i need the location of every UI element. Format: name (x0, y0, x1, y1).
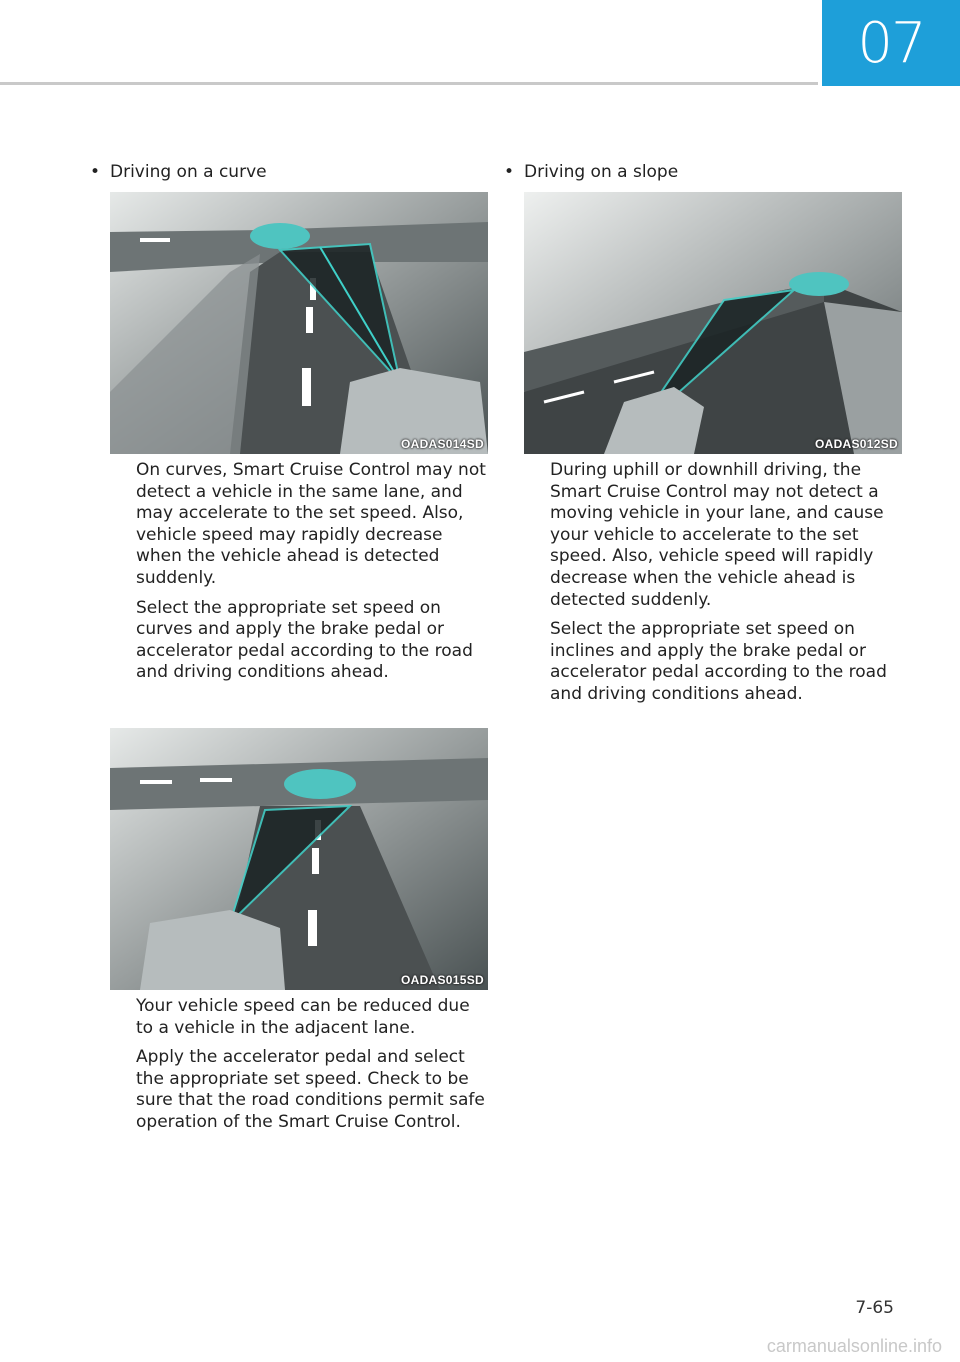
figure-curve (110, 192, 488, 454)
page-number: 7-65 (855, 1298, 894, 1318)
right-column (504, 158, 904, 714)
paragraph: During uphill or downhill driving, the Smart Cruise Control may not detect a moving vehicle in your lane, and cause your vehicle to accelerate to the set speed. Also, vehicle speed will rapidly decrease when the vehicle ahead is detected suddenly. (550, 460, 884, 610)
bullet-text: Driving on a curve (110, 162, 267, 182)
figure-slope (524, 192, 902, 454)
figure-code: OADAS014SD (400, 437, 484, 451)
paragraph: Apply the accelerator pedal and select the appropriate set speed. Check to be sure that the road conditions permit safe operation of the Smart Cruise Control. (136, 1047, 485, 1132)
paragraph: Select the appropriate set speed on inclines and apply the brake pedal or accelerator pedal according to the road and driving conditions ahead. (550, 619, 887, 704)
watermark: carmanualsonline.info (766, 1336, 942, 1356)
paragraph: On curves, Smart Cruise Control may not detect a vehicle in the same lane, and may accelerate to the set speed. Also, vehicle speed may rapidly decrease when the vehicle ahead is detected suddenly. (136, 460, 486, 588)
slope-illustration (524, 192, 902, 454)
paragraph: Your vehicle speed can be reduced due to a vehicle in the adjacent lane. (136, 995, 470, 1038)
figure-adjacent-lane (110, 728, 488, 990)
bullet-text: Driving on a slope (524, 162, 679, 182)
left-column (90, 158, 490, 1142)
bullet-driving-curve (84, 158, 490, 186)
curve-illustration (110, 192, 488, 454)
figure-code: OADAS012SD (814, 437, 898, 451)
adjacent-lane-illustration (110, 728, 488, 990)
figure-code: OADAS015SD (400, 972, 484, 987)
bullet-dot: • (90, 162, 101, 182)
paragraph: Select the appropriate set speed on curves and apply the brake pedal or accelerator pedal according to the road and driving conditions ahead. (136, 597, 473, 683)
header-rule (0, 82, 818, 85)
bullet-driving-slope (498, 158, 904, 186)
chapter-tab: 07 (822, 0, 960, 86)
bullet-dot: • (504, 162, 515, 182)
